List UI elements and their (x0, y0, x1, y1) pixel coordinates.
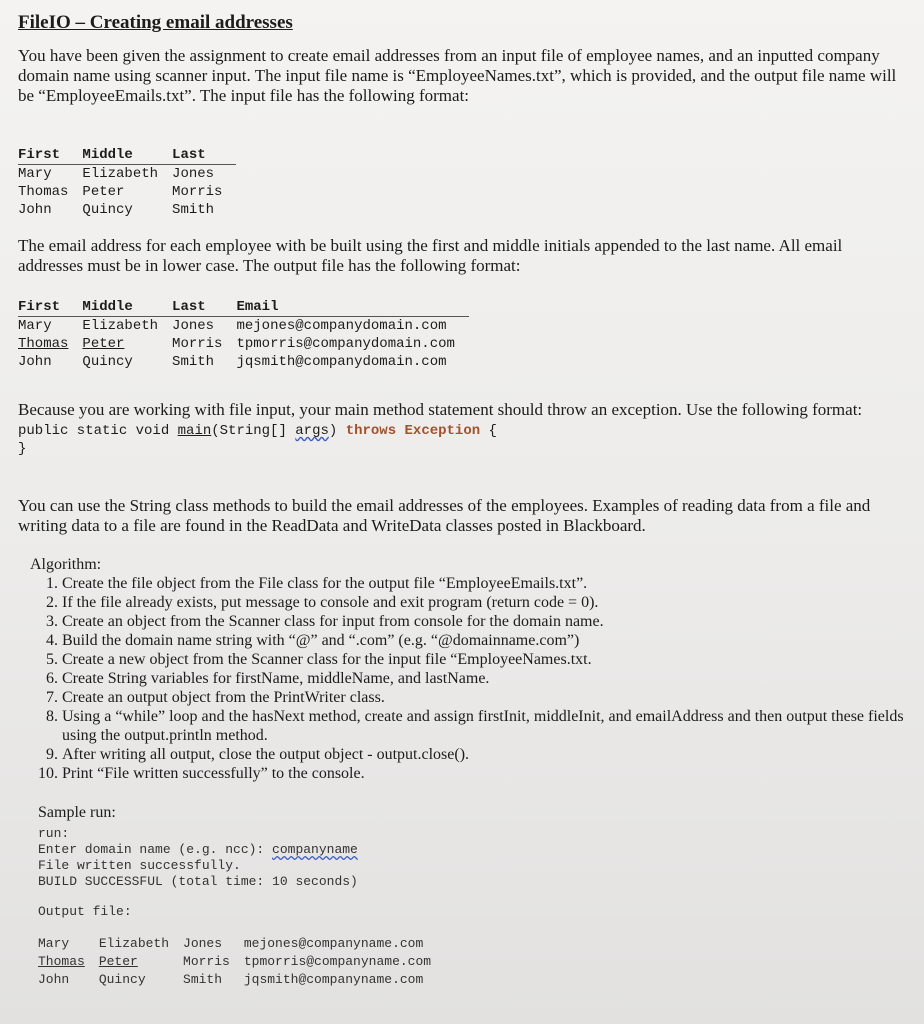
table-row (18, 165, 236, 184)
intro-block (18, 46, 908, 106)
console-prompt-line (38, 842, 898, 858)
output-file-cell: Thomas (38, 954, 85, 969)
code-throws: throws (345, 423, 397, 439)
output-table-header-cell: Email (236, 298, 468, 317)
console-output (38, 826, 898, 890)
output-file-cell: Peter (98, 954, 138, 969)
code-brace-close: } (18, 441, 27, 457)
code-params: (String[] (211, 423, 296, 439)
sample-run-label: Sample run: (38, 804, 116, 821)
output-file-cell: tpmorris@companyname.com (243, 954, 432, 969)
input-table-cell: Mary (18, 166, 52, 182)
console-build: BUILD SUCCESSFUL (total time: 10 seconds) (38, 874, 358, 889)
table-row (18, 335, 469, 353)
list-item: 9. After writing all output, close the output object - output.close(). (62, 745, 908, 764)
list-item: 2. If the file already exists, put message to console and exit program (return code = 0). (62, 593, 908, 612)
input-table-header-cell: First (18, 146, 82, 165)
output-table-cell: Thomas (18, 336, 69, 352)
input-table-cell: Peter (82, 184, 125, 200)
console-run: run: (38, 826, 70, 841)
sample-run-block (38, 804, 898, 989)
console-prompt: Enter domain name (e.g. ncc): (38, 842, 273, 857)
output-table-cell: Morris (172, 336, 223, 352)
list-item: 5. Create a new object from the Scanner class for the input file “EmployeeNames.txt. (62, 650, 908, 669)
input-table-cell: Morris (172, 184, 223, 200)
list-item: 1. Create the file object from the File class for the output file “EmployeeEmails.txt”. (62, 574, 908, 593)
output-file-cell: Quincy (98, 972, 146, 987)
output-table-cell: Quincy (82, 354, 133, 370)
output-table-cell: Elizabeth (82, 318, 159, 334)
string-methods-block (18, 496, 908, 536)
output-file-cell: Mary (38, 936, 70, 951)
input-table-header-cell: Middle (82, 146, 172, 165)
output-table-cell: Jones (172, 318, 215, 334)
code-space (396, 423, 404, 439)
output-file-cell: Elizabeth (98, 936, 170, 951)
output-table-cell: John (18, 354, 52, 370)
output-file-cell: Jones (183, 936, 223, 951)
algorithm-label: Algorithm: (30, 556, 102, 573)
input-table-cell: Elizabeth (82, 166, 159, 182)
input-table-cell: Quincy (82, 202, 133, 218)
code-prefix: public static void (18, 423, 178, 439)
input-table-cell: Smith (172, 202, 215, 218)
code-brace-open: { (480, 423, 497, 439)
input-table (18, 146, 236, 219)
exception-block (18, 400, 908, 458)
table-row (18, 183, 236, 201)
output-file-cell: Smith (183, 972, 223, 987)
input-table-header-row (18, 146, 236, 165)
output-table-header-cell: First (18, 298, 82, 317)
output-table-cell: tpmorris@companydomain.com (236, 336, 455, 352)
list-item: 10. Print “File written successfully” to the console. (62, 764, 908, 783)
output-format-table (18, 298, 908, 371)
code-main: main (177, 423, 212, 439)
input-table-cell: John (18, 202, 52, 218)
output-table-cell: Mary (18, 318, 52, 334)
list-item: 8. Using a “while” loop and the hasNext method, create and assign firstInit, middleInit, and emailAddress and then output these fields using the output.println method. (62, 707, 908, 745)
output-table-header-cell: Last (172, 298, 236, 317)
title-block (18, 12, 908, 50)
input-format-table (18, 146, 908, 219)
output-table-cell: Smith (172, 354, 215, 370)
output-file-cell: John (38, 972, 70, 987)
intro-paragraph: You have been given the assignment to create email addresses from an input file of employee names, and an inputted company domain name using scanner input. The input file name is “EmployeeNames.txt”, which is provided, and the output file name will be “EmployeeEmails.txt”. The input file has the following format: (18, 46, 897, 105)
table-row (38, 935, 445, 953)
input-table-cell: Jones (172, 166, 215, 182)
table-row (38, 953, 445, 971)
output-table-cell: Peter (82, 336, 125, 352)
list-item: 7. Create an output object from the PrintWriter class. (62, 688, 908, 707)
input-table-cell: Thomas (18, 184, 69, 200)
console-written: File written successfully. (38, 858, 241, 873)
code-args: args (295, 423, 329, 439)
output-file-cell: jqsmith@companyname.com (243, 972, 424, 987)
code-paren-close: ) (328, 423, 346, 439)
output-table (18, 298, 469, 371)
exception-paragraph: Because you are working with file input, your main method statement should throw an exception. Use the following format: (18, 400, 863, 419)
output-file-label: Output file: (38, 904, 132, 919)
table-row (18, 201, 236, 219)
table-row (18, 353, 469, 371)
output-table-header-cell: Middle (82, 298, 172, 317)
string-methods-paragraph: You can use the String class methods to build the email addresses of the employees. Examples of reading data from a file and writing data to a file are found in the ReadData and WriteData classes posted in Blackboard. (18, 496, 871, 535)
output-table-cell: mejones@companydomain.com (236, 318, 447, 334)
email-rule-paragraph: The email address for each employee with be built using the first and middle initials appended to the last name. All email addresses must be in lower case. The output file has the following format: (18, 236, 843, 275)
algorithm-block (18, 556, 908, 783)
output-file-cell: Morris (183, 954, 230, 969)
output-file-table (38, 935, 445, 989)
table-row (18, 317, 469, 336)
list-item: 4. Build the domain name string with “@” and “.com” (e.g. “@domainname.com”) (62, 631, 908, 650)
main-signature-code (18, 422, 908, 458)
page-title: FileIO – Creating email addresses (18, 12, 293, 33)
input-table-header-cell: Last (172, 146, 236, 165)
list-item: 6. Create String variables for firstName, middleName, and lastName. (62, 669, 908, 688)
code-exception: Exception (404, 423, 481, 439)
list-item: 3. Create an object from the Scanner class for input from console for the domain name. (62, 612, 908, 631)
output-table-cell: jqsmith@companydomain.com (236, 354, 447, 370)
table-row (38, 971, 445, 989)
email-rule-block (18, 236, 908, 276)
output-file-cell: mejones@companyname.com (243, 936, 424, 951)
algorithm-list (18, 574, 908, 783)
console-input: companyname (272, 842, 358, 857)
output-table-header-row (18, 298, 469, 317)
